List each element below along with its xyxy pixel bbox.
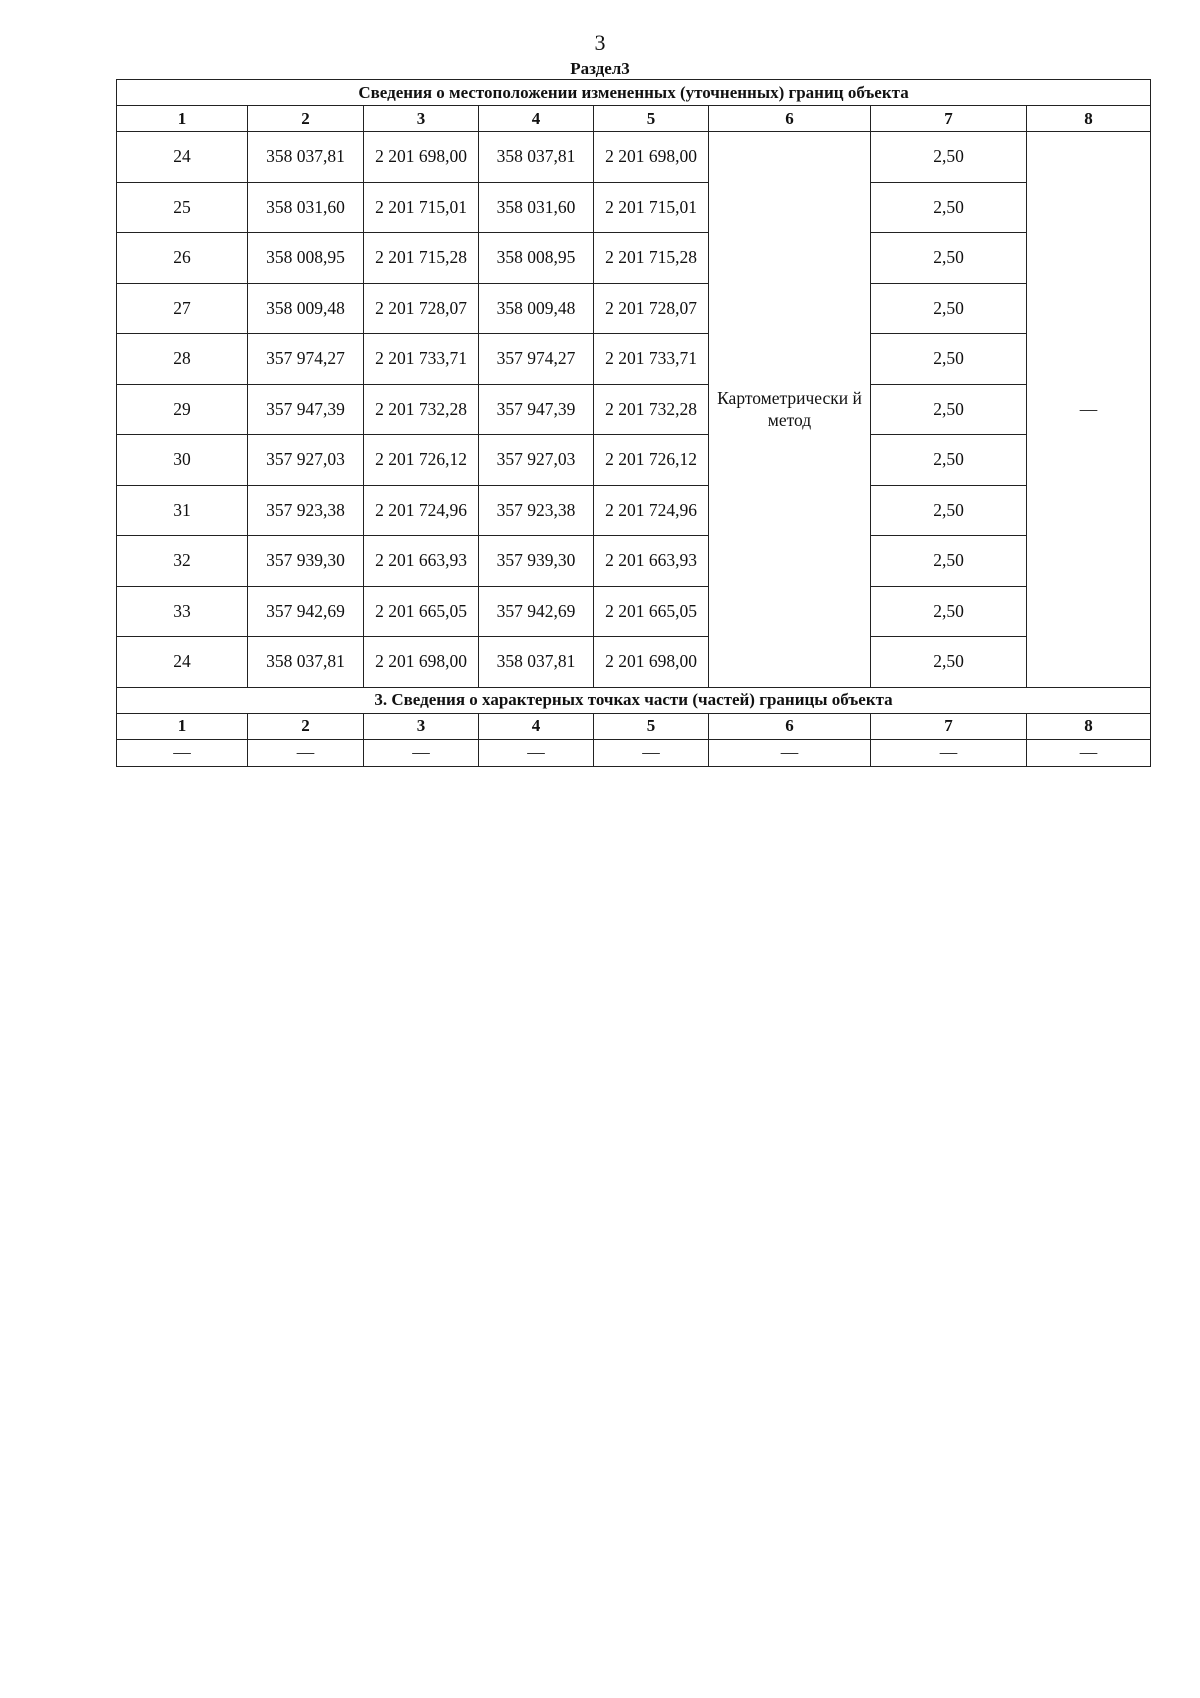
refined-y-cell: 2 201 698,00: [594, 637, 709, 688]
existing-x-cell: 358 037,81: [248, 637, 364, 688]
existing-y-cell: 2 201 724,96: [364, 485, 479, 536]
existing-x-cell: 357 974,27: [248, 334, 364, 385]
column-number: 8: [1027, 106, 1151, 132]
empty-cell: —: [364, 739, 479, 766]
point-number-cell: 26: [117, 233, 248, 284]
column-number: 4: [479, 106, 594, 132]
refined-x-cell: 358 037,81: [479, 637, 594, 688]
existing-x-cell: 357 923,38: [248, 485, 364, 536]
accuracy-cell: 2,50: [871, 536, 1027, 587]
refined-x-cell: 357 974,27: [479, 334, 594, 385]
column-number: 8: [1027, 713, 1151, 739]
table1-column-numbers: [117, 106, 1151, 132]
table1-caption: Сведения о местоположении измененных (уточненных) границ объекта: [117, 80, 1151, 106]
empty-cell: —: [248, 739, 364, 766]
accuracy-cell: 2,50: [871, 283, 1027, 334]
refined-y-cell: 2 201 663,93: [594, 536, 709, 587]
accuracy-cell: 2,50: [871, 485, 1027, 536]
table-row: [117, 283, 1151, 334]
column-number: 1: [117, 106, 248, 132]
column-number: 3: [364, 106, 479, 132]
empty-cell: —: [709, 739, 871, 766]
column-number: 3: [364, 713, 479, 739]
column-number: 7: [871, 106, 1027, 132]
refined-x-cell: 358 008,95: [479, 233, 594, 284]
table-row: [117, 536, 1151, 587]
accuracy-cell: 2,50: [871, 586, 1027, 637]
accuracy-cell: 2,50: [871, 233, 1027, 284]
refined-x-cell: 357 927,03: [479, 435, 594, 486]
page-number: 3: [594, 30, 606, 55]
existing-y-cell: 2 201 726,12: [364, 435, 479, 486]
column-number: 1: [117, 713, 248, 739]
table-row: [117, 435, 1151, 486]
accuracy-cell: 2,50: [871, 435, 1027, 486]
refined-x-cell: 358 009,48: [479, 283, 594, 334]
table-row: [117, 586, 1151, 637]
table-row: [117, 182, 1151, 233]
column-number: 4: [479, 713, 594, 739]
refined-y-cell: 2 201 728,07: [594, 283, 709, 334]
table2-empty-row: [117, 739, 1151, 766]
point-number-cell: 29: [117, 384, 248, 435]
existing-x-cell: 358 009,48: [248, 283, 364, 334]
existing-x-cell: 357 939,30: [248, 536, 364, 587]
column-number: 6: [709, 713, 871, 739]
table-row: [117, 132, 1151, 183]
existing-x-cell: 358 031,60: [248, 182, 364, 233]
refined-x-cell: 357 939,30: [479, 536, 594, 587]
boundary-table: [116, 79, 1151, 767]
column-number: 2: [248, 713, 364, 739]
table-row: [117, 637, 1151, 688]
empty-cell: —: [1027, 739, 1151, 766]
column-number: 2: [248, 106, 364, 132]
point-number-cell: 27: [117, 283, 248, 334]
point-number-cell: 30: [117, 435, 248, 486]
empty-cell: —: [117, 739, 248, 766]
refined-y-cell: 2 201 726,12: [594, 435, 709, 486]
table2-caption: 3. Сведения о характерных точках части (частей) границы объекта: [117, 687, 1151, 713]
refined-x-cell: 358 037,81: [479, 132, 594, 183]
empty-cell: —: [871, 739, 1027, 766]
table-row: [117, 485, 1151, 536]
refined-y-cell: 2 201 715,01: [594, 182, 709, 233]
column-number: 5: [594, 106, 709, 132]
point-number-cell: 24: [117, 132, 248, 183]
table-row: [117, 384, 1151, 435]
existing-y-cell: 2 201 733,71: [364, 334, 479, 385]
refined-x-cell: 357 947,39: [479, 384, 594, 435]
point-number-cell: 24: [117, 637, 248, 688]
description-cell: —: [1027, 132, 1151, 688]
refined-y-cell: 2 201 698,00: [594, 132, 709, 183]
refined-y-cell: 2 201 665,05: [594, 586, 709, 637]
refined-y-cell: 2 201 732,28: [594, 384, 709, 435]
existing-y-cell: 2 201 728,07: [364, 283, 479, 334]
empty-cell: —: [594, 739, 709, 766]
existing-x-cell: 358 008,95: [248, 233, 364, 284]
accuracy-cell: 2,50: [871, 384, 1027, 435]
existing-x-cell: 357 927,03: [248, 435, 364, 486]
method-cell: Картометрически й метод: [709, 132, 871, 688]
table-row: [117, 334, 1151, 385]
column-number: 6: [709, 106, 871, 132]
existing-x-cell: 357 942,69: [248, 586, 364, 637]
existing-y-cell: 2 201 698,00: [364, 637, 479, 688]
refined-y-cell: 2 201 724,96: [594, 485, 709, 536]
existing-y-cell: 2 201 715,28: [364, 233, 479, 284]
column-number: 7: [871, 713, 1027, 739]
point-number-cell: 25: [117, 182, 248, 233]
table2-column-numbers: [117, 713, 1151, 739]
existing-y-cell: 2 201 663,93: [364, 536, 479, 587]
refined-x-cell: 358 031,60: [479, 182, 594, 233]
existing-y-cell: 2 201 698,00: [364, 132, 479, 183]
accuracy-cell: 2,50: [871, 334, 1027, 385]
existing-y-cell: 2 201 732,28: [364, 384, 479, 435]
empty-cell: —: [479, 739, 594, 766]
existing-y-cell: 2 201 715,01: [364, 182, 479, 233]
accuracy-cell: 2,50: [871, 637, 1027, 688]
refined-y-cell: 2 201 733,71: [594, 334, 709, 385]
table-row: [117, 233, 1151, 284]
refined-x-cell: 357 942,69: [479, 586, 594, 637]
accuracy-cell: 2,50: [871, 132, 1027, 183]
column-number: 5: [594, 713, 709, 739]
point-number-cell: 33: [117, 586, 248, 637]
point-number-cell: 28: [117, 334, 248, 385]
refined-x-cell: 357 923,38: [479, 485, 594, 536]
existing-x-cell: 358 037,81: [248, 132, 364, 183]
existing-y-cell: 2 201 665,05: [364, 586, 479, 637]
accuracy-cell: 2,50: [871, 182, 1027, 233]
point-number-cell: 31: [117, 485, 248, 536]
point-number-cell: 32: [117, 536, 248, 587]
section-title: Раздел3: [570, 59, 630, 78]
refined-y-cell: 2 201 715,28: [594, 233, 709, 284]
existing-x-cell: 357 947,39: [248, 384, 364, 435]
